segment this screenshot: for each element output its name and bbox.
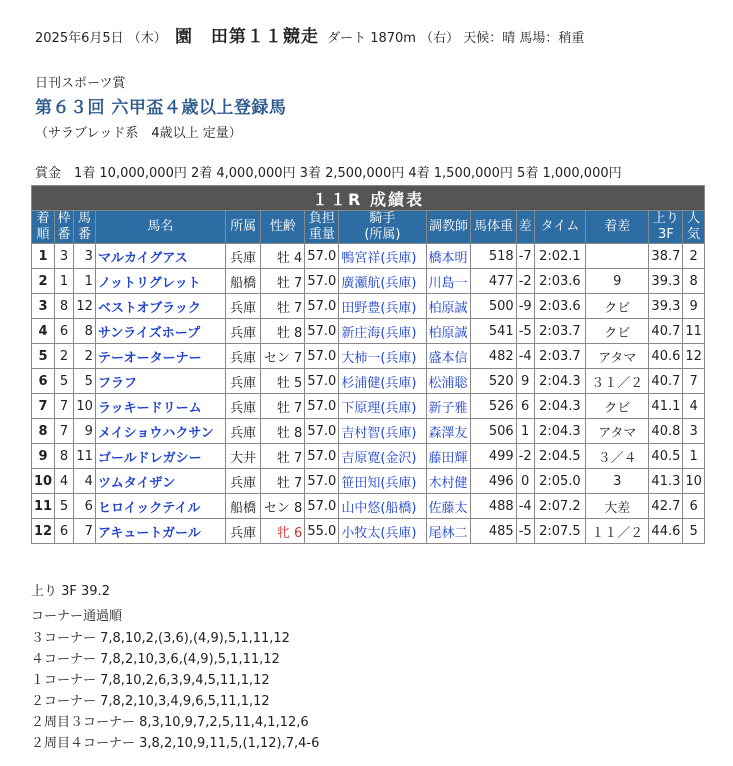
cell-body: 506 <box>471 419 516 444</box>
cell-diff: 0 <box>516 469 534 494</box>
cell-jockey <box>339 294 426 319</box>
trainer-link[interactable]: 新子雅 <box>428 400 468 416</box>
cell-belong: 兵庫 <box>225 469 260 494</box>
cell-pop: 3 <box>683 419 705 444</box>
cell-sex-age: セン 8 <box>261 494 305 519</box>
cell-belong: 大井 <box>225 444 260 469</box>
cell-pos: 12 <box>32 519 55 544</box>
track-condition: 馬場：稍重 <box>519 31 585 46</box>
table-row <box>32 244 705 269</box>
cell-weight: 57.0 <box>305 294 339 319</box>
table-row <box>32 469 705 494</box>
cell-pop: 1 <box>683 444 705 469</box>
horse-link[interactable]: ヒロイックテイル <box>97 500 201 516</box>
cell-margin: 大差 <box>586 494 649 519</box>
cell-horse <box>95 494 225 519</box>
cell-waku: 7 <box>55 419 74 444</box>
trainer-link[interactable]: 森澤友 <box>428 425 468 441</box>
cell-weight: 57.0 <box>305 319 339 344</box>
race-title: 第６３回 六甲盃４歳以上登録馬 <box>35 98 287 118</box>
cell-last3f: 39.3 <box>649 269 683 294</box>
jockey-link[interactable]: 杉浦健(兵庫) <box>341 375 417 391</box>
results-header-row <box>32 211 705 244</box>
cell-last3f: 41.1 <box>649 394 683 419</box>
table-row <box>32 419 705 444</box>
cell-belong: 兵庫 <box>225 369 260 394</box>
sponsor-name: 日刊スポーツ賞 <box>35 76 126 91</box>
cell-time: 2:03.6 <box>534 269 585 294</box>
trainer-link[interactable]: 木村健 <box>428 475 468 491</box>
jockey-link[interactable]: 大柿一(兵庫) <box>341 350 417 366</box>
cell-body: 477 <box>471 269 516 294</box>
cell-trainer <box>426 494 471 519</box>
cell-body: 500 <box>471 294 516 319</box>
jockey-link[interactable]: 新庄海(兵庫) <box>341 325 417 341</box>
cell-horse <box>95 344 225 369</box>
table-row <box>32 394 705 419</box>
cell-last3f: 40.7 <box>649 319 683 344</box>
cell-margin: １１／２ <box>586 519 649 544</box>
table-row <box>32 344 705 369</box>
corner-order: ４コーナー 7,8,2,10,3,6,(4,9),5,1,11,12 <box>31 652 280 667</box>
cell-trainer <box>426 469 471 494</box>
cell-horse <box>95 244 225 269</box>
jockey-link[interactable]: 小牧太(兵庫) <box>341 525 417 541</box>
cell-belong: 兵庫 <box>225 344 260 369</box>
results-caption: １１R 成績表 <box>32 186 705 211</box>
cell-sex-age: セン 7 <box>261 344 305 369</box>
cell-pos: 8 <box>32 419 55 444</box>
header-belong: 所属 <box>225 211 260 244</box>
header-last3f: 上り 3F <box>649 211 683 244</box>
header-body-weight: 馬体重 <box>471 211 516 244</box>
cell-belong: 兵庫 <box>225 294 260 319</box>
cell-body: 520 <box>471 369 516 394</box>
cell-trainer <box>426 369 471 394</box>
cell-time: 2:04.3 <box>534 419 585 444</box>
cell-last3f: 38.7 <box>649 244 683 269</box>
results-table <box>31 185 705 544</box>
header-trainer: 調教師 <box>426 211 471 244</box>
cell-trainer <box>426 394 471 419</box>
agari-3f: 上り 3F 39.2 <box>31 584 110 599</box>
header-diff: 差 <box>516 211 534 244</box>
horse-link[interactable]: ゴールドレガシー <box>97 450 202 466</box>
corner-order: ３コーナー 7,8,10,2,(3,6),(4,9),5,1,11,12 <box>31 631 290 646</box>
cell-pos: 4 <box>32 319 55 344</box>
cell-pos: 11 <box>32 494 55 519</box>
cell-waku: 6 <box>55 319 74 344</box>
cell-horse <box>95 294 225 319</box>
cell-last3f: 41.3 <box>649 469 683 494</box>
cell-sex-age: 牡 8 <box>261 319 305 344</box>
cell-margin <box>586 244 649 269</box>
cell-margin: クビ <box>586 294 649 319</box>
cell-pop: 4 <box>683 394 705 419</box>
cell-horse <box>95 394 225 419</box>
table-row <box>32 369 705 394</box>
header-weight: 負担 重量 <box>305 211 339 244</box>
race-name: 園 田第１１競走 <box>174 27 319 47</box>
cell-diff: -2 <box>516 444 534 469</box>
cell-waku: 8 <box>55 294 74 319</box>
cell-num: 11 <box>73 444 95 469</box>
horse-link[interactable]: フラフ <box>97 375 137 391</box>
cell-weight: 57.0 <box>305 369 339 394</box>
cell-num: 5 <box>73 369 95 394</box>
cell-trainer <box>426 319 471 344</box>
trainer-link[interactable]: 川島一 <box>428 275 468 291</box>
trainer-link[interactable]: 松浦聡 <box>428 375 468 391</box>
cell-body: 485 <box>471 519 516 544</box>
cell-time: 2:03.7 <box>534 344 585 369</box>
cell-waku: 2 <box>55 344 74 369</box>
cell-pos: 3 <box>32 294 55 319</box>
cell-waku: 1 <box>55 269 74 294</box>
course-direction: （右） <box>420 31 460 46</box>
horse-link[interactable]: メイショウハクサン <box>97 425 214 441</box>
corner-order: ２コーナー 7,8,2,10,3,4,9,6,5,11,1,12 <box>31 694 270 709</box>
race-weekday: （木） <box>127 31 167 46</box>
jockey-link[interactable]: 笹田知(兵庫) <box>341 475 417 491</box>
trainer-link[interactable]: 藤田輝 <box>428 450 468 466</box>
header-horse: 馬名 <box>95 211 225 244</box>
cell-horse <box>95 319 225 344</box>
cell-pop: 5 <box>683 519 705 544</box>
cell-horse <box>95 469 225 494</box>
cell-diff: -4 <box>516 494 534 519</box>
cell-margin: 3 <box>586 469 649 494</box>
cell-diff: 1 <box>516 419 534 444</box>
cell-margin: クビ <box>586 319 649 344</box>
cell-diff: -4 <box>516 344 534 369</box>
cell-body: 488 <box>471 494 516 519</box>
cell-belong: 兵庫 <box>225 519 260 544</box>
race-conditions: （サラブレッド系 4歳以上 定量） <box>35 126 242 141</box>
weather: 天候：晴 <box>463 31 516 46</box>
cell-pop: 7 <box>683 369 705 394</box>
cell-margin: ３／４ <box>586 444 649 469</box>
jockey-link[interactable]: 鴨宮祥(兵庫) <box>341 250 417 266</box>
cell-jockey <box>339 469 426 494</box>
trainer-link[interactable]: 盛本信 <box>428 350 468 366</box>
cell-sex-age: 牡 4 <box>261 244 305 269</box>
table-row <box>32 444 705 469</box>
cell-belong: 兵庫 <box>225 319 260 344</box>
jockey-link[interactable]: 吉村智(兵庫) <box>341 425 417 441</box>
cell-weight: 57.0 <box>305 344 339 369</box>
cell-last3f: 42.7 <box>649 494 683 519</box>
cell-trainer <box>426 444 471 469</box>
horse-link[interactable]: ツムタイザン <box>97 475 176 491</box>
cell-belong: 兵庫 <box>225 394 260 419</box>
cell-sex-age: 牡 5 <box>261 369 305 394</box>
cell-jockey <box>339 519 426 544</box>
cell-num: 9 <box>73 419 95 444</box>
cell-pop: 12 <box>683 344 705 369</box>
cell-num: 7 <box>73 519 95 544</box>
cell-jockey <box>339 419 426 444</box>
cell-pos: 6 <box>32 369 55 394</box>
trainer-link[interactable]: 柏原誠 <box>428 300 468 316</box>
cell-diff: -7 <box>516 244 534 269</box>
cell-weight: 57.0 <box>305 419 339 444</box>
cell-time: 2:07.2 <box>534 494 585 519</box>
cell-jockey <box>339 319 426 344</box>
table-row <box>32 294 705 319</box>
cell-sex-age: 牡 7 <box>261 269 305 294</box>
horse-link[interactable]: アキュートガール <box>97 525 201 541</box>
cell-belong: 船橋 <box>225 494 260 519</box>
cell-sex-age: 牡 8 <box>261 419 305 444</box>
corner-order: ２周目４コーナー 3,8,2,10,9,11,5,(1,12),7,4-6 <box>31 736 320 751</box>
cell-jockey <box>339 444 426 469</box>
jockey-link[interactable]: 山中悠(船橋) <box>341 500 417 516</box>
cell-time: 2:07.5 <box>534 519 585 544</box>
race-date: 2025年6月5日 <box>35 31 124 46</box>
corner-order: ２周目３コーナー 8,3,10,9,7,2,5,11,4,1,12,6 <box>31 715 309 730</box>
horse-link[interactable]: サンライズホープ <box>97 325 201 341</box>
cell-margin: 9 <box>586 269 649 294</box>
cell-trainer <box>426 269 471 294</box>
cell-num: 10 <box>73 394 95 419</box>
cell-num: 2 <box>73 344 95 369</box>
header-popularity: 人 気 <box>683 211 705 244</box>
trainer-link[interactable]: 尾林二 <box>428 525 468 541</box>
cell-diff: -9 <box>516 294 534 319</box>
cell-time: 2:03.7 <box>534 319 585 344</box>
cell-body: 541 <box>471 319 516 344</box>
table-row <box>32 319 705 344</box>
cell-jockey <box>339 344 426 369</box>
header-margin: 着差 <box>586 211 649 244</box>
jockey-link[interactable]: 田野豊(兵庫) <box>341 300 417 316</box>
cell-weight: 55.0 <box>305 519 339 544</box>
table-row <box>32 494 705 519</box>
cell-pop: 2 <box>683 244 705 269</box>
cell-jockey <box>339 269 426 294</box>
cell-sex-age: 牝 6 <box>261 519 305 544</box>
cell-body: 496 <box>471 469 516 494</box>
cell-time: 2:03.6 <box>534 294 585 319</box>
cell-time: 2:05.0 <box>534 469 585 494</box>
cell-body: 482 <box>471 344 516 369</box>
cell-num: 4 <box>73 469 95 494</box>
cell-trainer <box>426 419 471 444</box>
prize-money: 賞金 1着 10,000,000円 2着 4,000,000円 3着 2,500,000円 4着 1,500,000円 5着 1,000,000円 <box>35 166 622 181</box>
jockey-link[interactable]: 吉原寛(金沢) <box>341 450 417 466</box>
cell-weight: 57.0 <box>305 244 339 269</box>
cell-waku: 8 <box>55 444 74 469</box>
cell-pop: 8 <box>683 269 705 294</box>
cell-pos: 7 <box>32 394 55 419</box>
cell-margin: クビ <box>586 394 649 419</box>
cell-horse <box>95 269 225 294</box>
course-info: ダート 1870m <box>327 31 416 46</box>
cell-body: 518 <box>471 244 516 269</box>
horse-link[interactable]: ベストオブラック <box>97 300 201 316</box>
race-header <box>35 22 584 47</box>
cell-sex-age: 牡 7 <box>261 394 305 419</box>
cell-trainer <box>426 294 471 319</box>
cell-waku: 4 <box>55 469 74 494</box>
jockey-link[interactable]: 下原理(兵庫) <box>341 400 417 416</box>
cell-body: 526 <box>471 394 516 419</box>
header-sex-age: 性齢 <box>261 211 305 244</box>
cell-waku: 3 <box>55 244 74 269</box>
trainer-link[interactable]: 佐藤太 <box>428 500 468 516</box>
header-pos: 着 順 <box>32 211 55 244</box>
cell-weight: 57.0 <box>305 269 339 294</box>
cell-margin: アタマ <box>586 344 649 369</box>
cell-trainer <box>426 519 471 544</box>
cell-num: 6 <box>73 494 95 519</box>
cell-horse <box>95 519 225 544</box>
cell-time: 2:04.3 <box>534 394 585 419</box>
cell-pos: 2 <box>32 269 55 294</box>
cell-last3f: 44.6 <box>649 519 683 544</box>
cell-time: 2:02.1 <box>534 244 585 269</box>
cell-horse <box>95 444 225 469</box>
cell-pop: 10 <box>683 469 705 494</box>
cell-diff: -5 <box>516 519 534 544</box>
cell-margin: ３１／２ <box>586 369 649 394</box>
cell-belong: 兵庫 <box>225 244 260 269</box>
trainer-link[interactable]: 橋本明 <box>428 250 468 266</box>
header-jockey: 騎手 (所属) <box>339 211 426 244</box>
cell-belong: 兵庫 <box>225 419 260 444</box>
cell-jockey <box>339 369 426 394</box>
horse-link[interactable]: ノットリグレット <box>97 275 201 291</box>
horse-link[interactable]: マルカイグアス <box>97 250 188 266</box>
cell-jockey <box>339 244 426 269</box>
cell-last3f: 39.3 <box>649 294 683 319</box>
cell-waku: 7 <box>55 394 74 419</box>
header-waku: 枠 番 <box>55 211 74 244</box>
cell-time: 2:04.5 <box>534 444 585 469</box>
cell-sex-age: 牡 7 <box>261 294 305 319</box>
cell-body: 499 <box>471 444 516 469</box>
cell-horse <box>95 369 225 394</box>
jockey-link[interactable]: 廣瀬航(兵庫) <box>341 275 417 291</box>
cell-pos: 1 <box>32 244 55 269</box>
horse-link[interactable]: ラッキードリーム <box>97 400 202 416</box>
cell-last3f: 40.8 <box>649 419 683 444</box>
cell-time: 2:04.3 <box>534 369 585 394</box>
cell-jockey <box>339 394 426 419</box>
cell-pos: 9 <box>32 444 55 469</box>
cell-weight: 57.0 <box>305 469 339 494</box>
cell-sex-age: 牡 7 <box>261 469 305 494</box>
cell-trainer <box>426 344 471 369</box>
cell-pos: 10 <box>32 469 55 494</box>
cell-sex-age: 牡 7 <box>261 444 305 469</box>
cell-weight: 57.0 <box>305 444 339 469</box>
cell-waku: 5 <box>55 494 74 519</box>
cell-diff: 6 <box>516 394 534 419</box>
cell-num: 1 <box>73 269 95 294</box>
cell-margin: アタマ <box>586 419 649 444</box>
cell-num: 8 <box>73 319 95 344</box>
cell-trainer <box>426 244 471 269</box>
cell-pop: 6 <box>683 494 705 519</box>
corner-order: １コーナー 7,8,10,2,6,3,9,4,5,11,1,12 <box>31 673 270 688</box>
cell-belong: 船橋 <box>225 269 260 294</box>
cell-last3f: 40.7 <box>649 369 683 394</box>
cell-diff: -5 <box>516 319 534 344</box>
header-time: タイム <box>534 211 585 244</box>
cell-weight: 57.0 <box>305 394 339 419</box>
table-row <box>32 269 705 294</box>
cell-horse <box>95 419 225 444</box>
cell-pos: 5 <box>32 344 55 369</box>
horse-link[interactable]: テーオーターナー <box>97 350 202 366</box>
header-num: 馬 番 <box>73 211 95 244</box>
cell-last3f: 40.6 <box>649 344 683 369</box>
cell-weight: 57.0 <box>305 494 339 519</box>
cell-pop: 11 <box>683 319 705 344</box>
cell-num: 3 <box>73 244 95 269</box>
cell-pop: 9 <box>683 294 705 319</box>
cell-num: 12 <box>73 294 95 319</box>
table-row <box>32 519 705 544</box>
cell-waku: 5 <box>55 369 74 394</box>
cell-waku: 6 <box>55 519 74 544</box>
trainer-link[interactable]: 柏原誠 <box>428 325 468 341</box>
cell-diff: -2 <box>516 269 534 294</box>
cell-last3f: 40.5 <box>649 444 683 469</box>
cell-diff: 9 <box>516 369 534 394</box>
cell-jockey <box>339 494 426 519</box>
corner-heading: コーナー通過順 <box>31 609 123 624</box>
